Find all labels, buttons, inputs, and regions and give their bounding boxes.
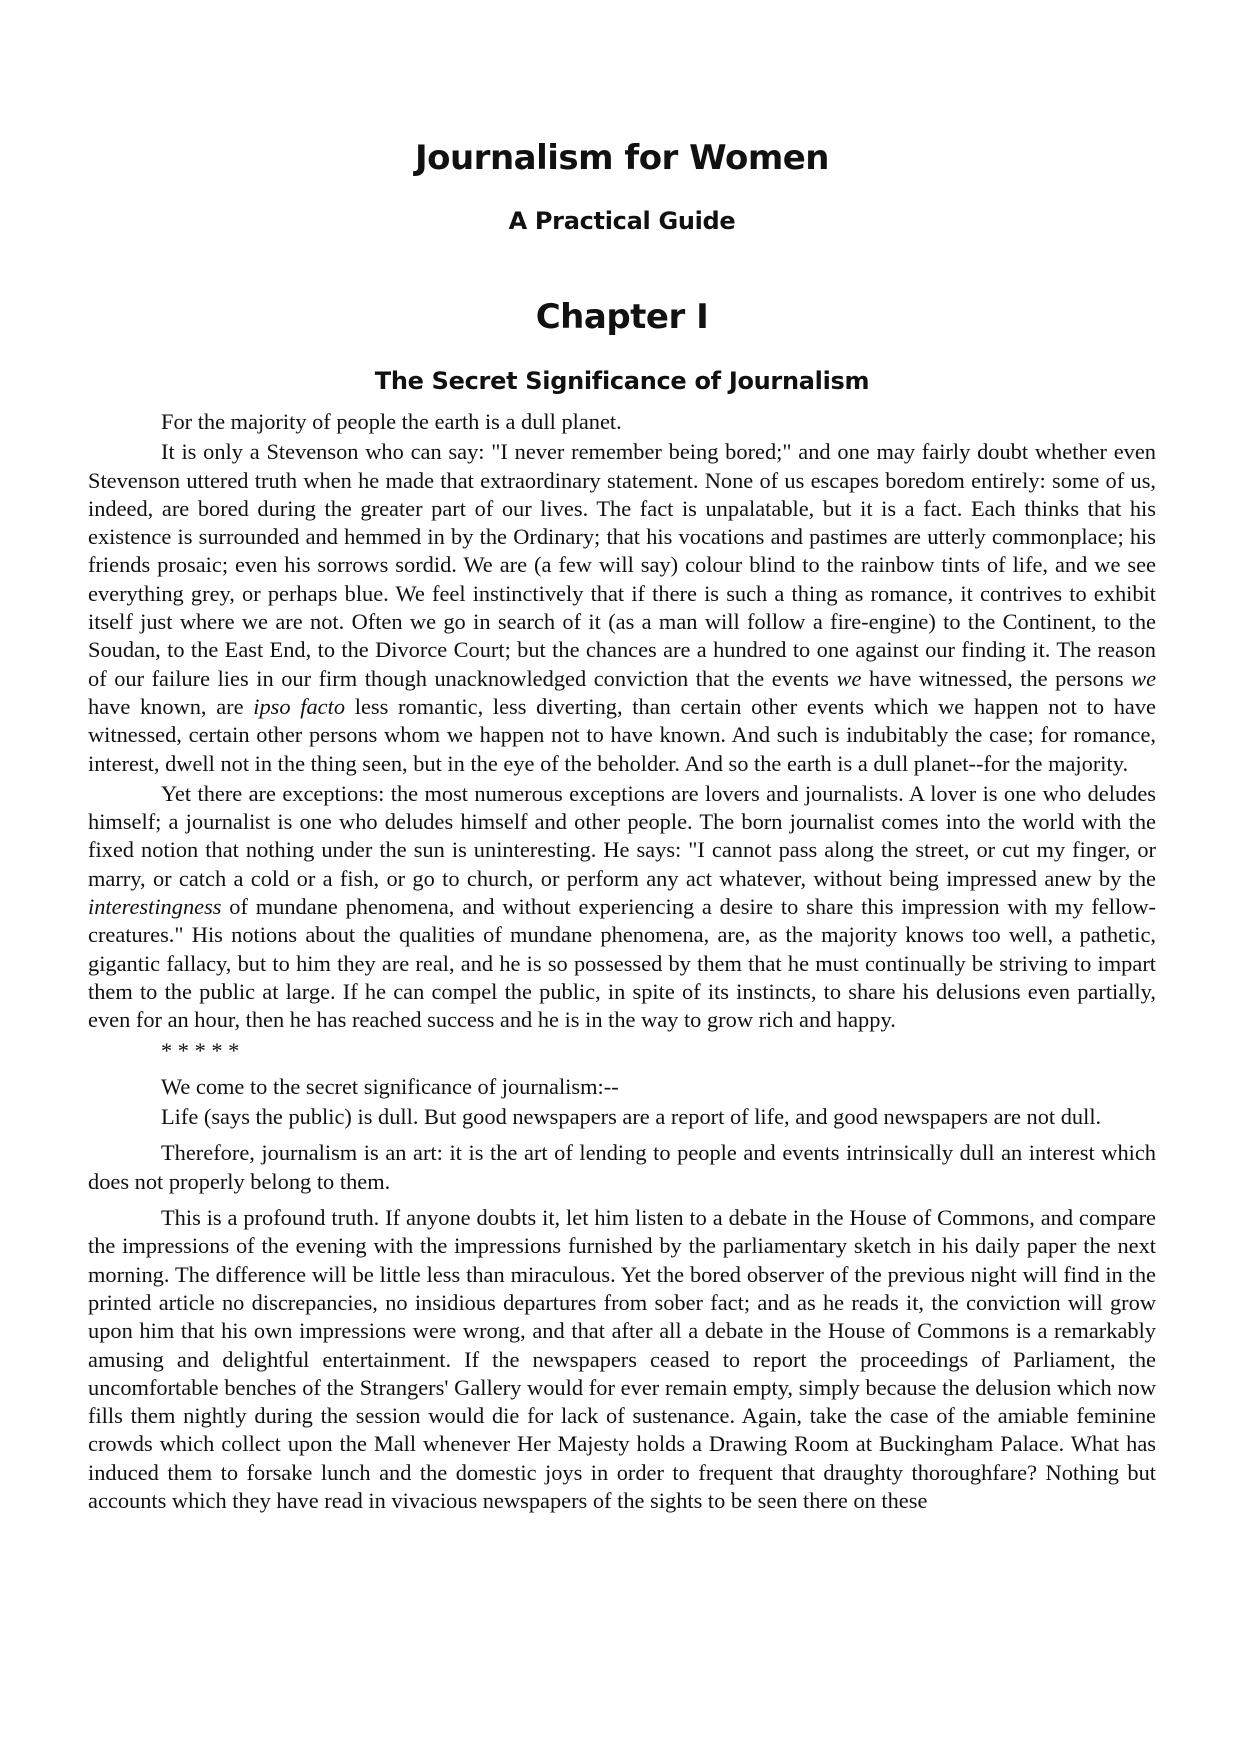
book-title: Journalism for Women [414, 138, 830, 178]
paragraph-3: Yet there are exceptions: the most numerous exceptions are lovers and journalists. A lover is one who deludes himself; a journalist is one who deludes himself and other people. The born journalist comes into the world with the fixed notion that nothing under the sun is uninteresting. He says: "I cannot pass along the street, or cut my finger, or marry, or catch a cold or a fish, or go to church, or perform any act whatever, without being impressed anew by the interestingness of mundane phenomena, and without experiencing a desire to share this impression with my fellow-creatures." His notions about the qualities of mundane phenomena, are, as the majority knows too well, a pathetic, gigantic fallacy, but to him they are real, and he is so possessed by them that he must continually be striving to impart them to the public at large. If he can compel the public, in spite of its instincts, to share his delusions even partially, even for an hour, then he has reached success and he is in the way to grow rich and happy. [88, 780, 1156, 1033]
chapter-title: The Secret Significance of Journalism [374, 367, 870, 395]
book-subtitle: A Practical Guide [508, 207, 736, 235]
section-separator: * * * * * [161, 1037, 240, 1063]
chapter-number: Chapter I [535, 297, 709, 337]
paragraph-4: We come to the secret significance of journalism:-- [161, 1073, 619, 1099]
emphasis: interestingness [88, 894, 222, 920]
emphasis: we [836, 665, 862, 691]
chapter-body [88, 408, 1156, 1515]
paragraph-2: It is only a Stevenson who can say: "I never remember being bored;" and one may fairly doubt whether even Stevenson uttered truth when he made that extraordinary statement. None of us escapes boredom entirely: some of us, indeed, are bored during the greater part of our lives. The fact is unpalatable, but it is a fact. Each thinks that his existence is surrounded and hemmed in by the Ordinary; that his vocations and pastimes are utterly commonplace; his friends prosaic; even his sorrows sordid. We are (a few will say) colour blind to the rainbow tints of life, and we see everything grey, or perhaps blue. We feel instinctively that if there is such a thing as romance, it contrives to exhibit itself just where we are not. Often we go in search of it (as a man will follow a fire-engine) to the Continent, to the Soudan, to the East End, to the Divorce Court; but the chances are a hundred to one against our finding it. The reason of our failure lies in our firm though unacknowledged conviction that the events we have witnessed, the persons we have known, are ipso facto less romantic, less diverting, than certain other events which we happen not to have witnessed, certain other persons whom we happen not to have known. And such is indubitably the case; for romance, interest, dwell not in the thing seen, but in the eye of the beholder. And so the earth is a dull planet--for the majority. [88, 439, 1157, 776]
paragraph-1: For the majority of people the earth is a dull planet. [161, 409, 622, 434]
emphasis: we [1131, 665, 1157, 691]
paragraph-6: Therefore, journalism is an art: it is the art of lending to people and events intrinsically dull an interest which does not properly belong to them. [88, 1140, 1156, 1194]
paragraph-7: This is a profound truth. If anyone doubts it, let him listen to a debate in the House of Commons, and compare the impressions of the evening with the impressions furnished by the parliamentary sketch in his daily paper the next morning. The difference will be little less than miraculous. Yet the bored observer of the previous night will find in the printed article no discrepancies, no insidious departures from sober fact; and as he reads it, the conviction will grow upon him that his own impressions were wrong, and that after all a debate in the House of Commons is a remarkably amusing and delightful entertainment. If the newspapers ceased to report the proceedings of Parliament, the uncomfortable benches of the Strangers' Gallery would for ever remain empty, simply because the delusion which now fills them nightly during the session would die for lack of sustenance. Again, take the case of the amiable feminine crowds which collect upon the Mall whenever Her Majesty holds a Drawing Room at Buckingham Palace. What has induced them to forsake lunch and the domestic joys in order to frequent that draughty thoroughfare? Nothing but accounts which they have read in vivacious newspapers of the sights to be seen there on these [88, 1205, 1156, 1513]
emphasis: ipso facto [253, 693, 346, 719]
paragraph-5: Life (says the public) is dull. But good newspapers are a report of life, and good newspapers are not dull. [161, 1104, 1102, 1130]
